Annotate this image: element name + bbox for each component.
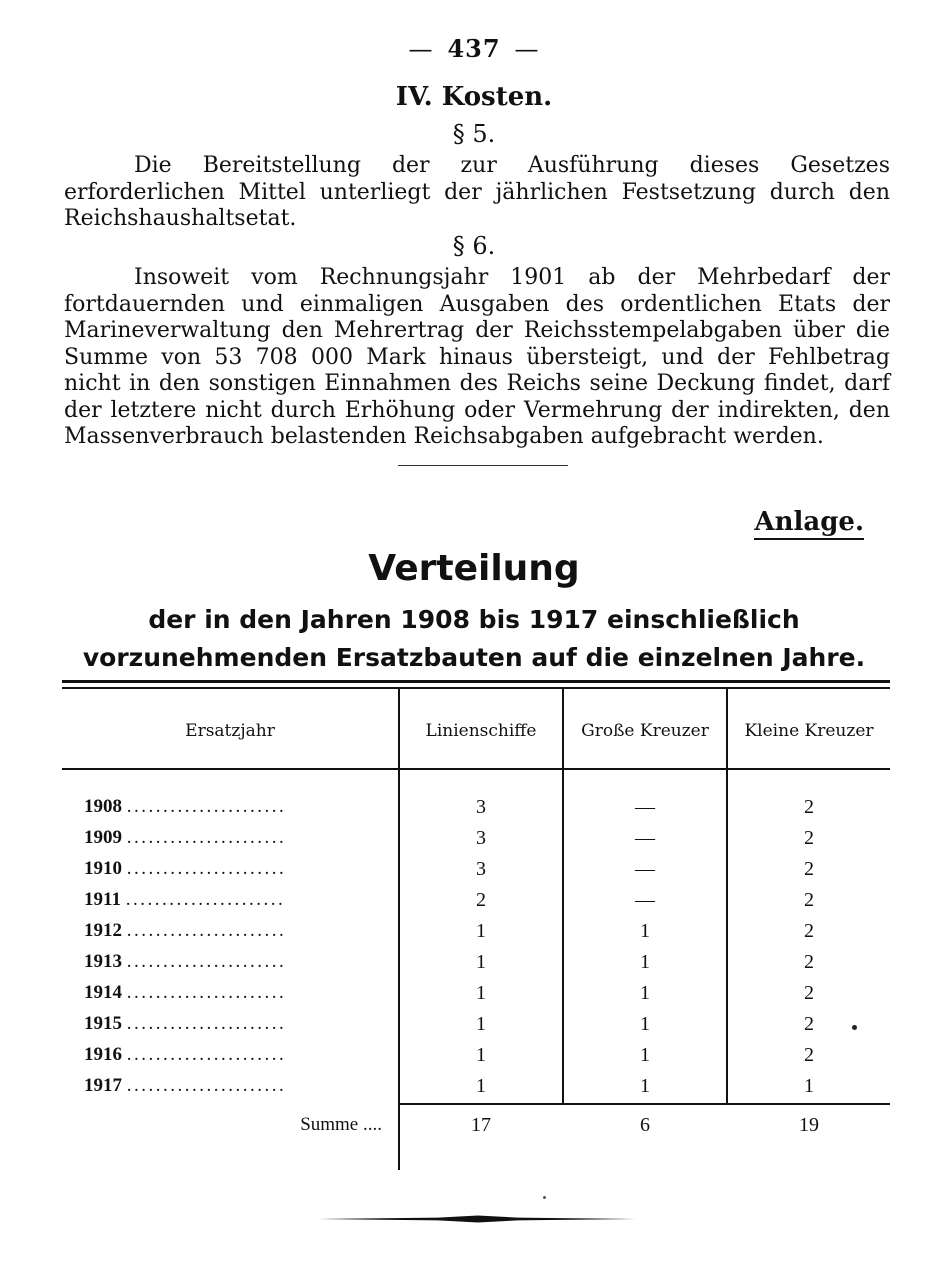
page-number: 437: [447, 34, 501, 63]
row-leader-dots: ......................: [126, 1044, 287, 1065]
header-dash-left: —: [408, 35, 434, 63]
cell-grosse-kreuzer: —: [635, 827, 655, 849]
cell-grosse-kreuzer: 1: [640, 1075, 650, 1097]
table-top-rule-thick: [62, 680, 890, 683]
cell-linienschiffe: 3: [476, 827, 486, 849]
row-year: 1914: [84, 982, 122, 1003]
cell-linienschiffe: 1: [476, 951, 486, 973]
cell-kleine-kreuzer: 2: [804, 951, 814, 973]
row-year-label: [84, 1040, 384, 1070]
row-year-label: [84, 1071, 384, 1101]
column-header-kleine-kreuzer: Kleine Kreuzer: [744, 721, 874, 741]
row-year: 1910: [84, 858, 122, 879]
table-header-rule: [62, 768, 890, 770]
document-title: Verteilung: [368, 548, 580, 589]
cell-linienschiffe: 3: [476, 858, 486, 880]
cell-grosse-kreuzer: —: [635, 858, 655, 880]
row-year-label: [84, 885, 384, 915]
cell-linienschiffe: 1: [476, 1013, 486, 1035]
column-header-linienschiffe: Linienschiffe: [425, 721, 537, 741]
cell-grosse-kreuzer: 1: [640, 982, 650, 1004]
section-title: IV. Kosten.: [395, 82, 553, 112]
cell-kleine-kreuzer: 2: [804, 1044, 814, 1066]
section-separator: [398, 465, 568, 466]
sum-linienschiffe: 17: [471, 1114, 491, 1136]
row-year-label: [84, 854, 384, 884]
row-leader-dots: ......................: [126, 920, 287, 941]
paragraph-5-text: Die Bereitstellung der zur Ausführung dieses Gesetzes erforderlichen Mittel unterliegt der jährlichen Festsetzung durch den Reichshaushaltsetat.: [64, 153, 890, 231]
row-year-label: [84, 978, 384, 1008]
row-leader-dots: ......................: [126, 1013, 287, 1034]
row-leader-dots: ......................: [126, 982, 287, 1003]
row-year: 1916: [84, 1044, 122, 1065]
sum-label: Summe ....: [300, 1114, 382, 1135]
row-year: 1911: [84, 889, 121, 910]
cell-linienschiffe: 1: [476, 1044, 486, 1066]
allocation-table: [62, 680, 890, 1180]
sum-rule: [398, 1103, 890, 1105]
cell-grosse-kreuzer: 1: [640, 951, 650, 973]
cell-kleine-kreuzer: 2: [804, 982, 814, 1004]
row-year: 1913: [84, 951, 122, 972]
row-year: 1915: [84, 1013, 122, 1034]
cell-linienschiffe: 2: [476, 889, 486, 911]
cell-grosse-kreuzer: —: [635, 796, 655, 818]
ink-speck: [852, 1025, 857, 1030]
row-year-label: [84, 792, 384, 822]
cell-kleine-kreuzer: 1: [804, 1075, 814, 1097]
paragraph-5-sign: § 5.: [452, 120, 496, 148]
cell-linienschiffe: 1: [476, 982, 486, 1004]
cell-grosse-kreuzer: —: [635, 889, 655, 911]
table-top-rule-thin: [62, 687, 890, 689]
anlage-heading: Anlage.: [754, 508, 864, 540]
page-header: [0, 34, 948, 63]
cell-kleine-kreuzer: 2: [804, 920, 814, 942]
document-subtitle: der in den Jahren 1908 bis 1917 einschließlich vorzunehmenden Ersatzbauten auf die einzelnen Jahre.: [82, 605, 866, 672]
row-leader-dots: ......................: [126, 796, 287, 817]
row-leader-dots: ......................: [126, 858, 287, 879]
column-header-grosse-kreuzer: Große Kreuzer: [581, 721, 709, 741]
row-year-label: [84, 916, 384, 946]
sum-kleine-kreuzer: 19: [799, 1114, 819, 1136]
paragraph-6-sign: § 6.: [452, 232, 496, 260]
row-leader-dots: ......................: [126, 951, 287, 972]
row-year-label: [84, 1009, 384, 1039]
cell-linienschiffe: 1: [476, 920, 486, 942]
row-leader-dots: ......................: [125, 889, 286, 910]
cell-linienschiffe: 3: [476, 796, 486, 818]
footer-dot: [543, 1196, 546, 1199]
row-leader-dots: ......................: [126, 827, 287, 848]
paragraph-6-text: Insoweit vom Rechnungsjahr 1901 ab der Mehrbedarf der fortdauernden und einmaligen Ausgaben des ordentlichen Etats der Marineverwaltung den Mehrertrag der Reichsstempelabgaben über die Summe von 53 708 000 Mark hinaus übersteigt, und der Fehlbetrag nicht in den sonstigen Einnahmen des Reichs seine Deckung findet, darf der letztere nicht durch Erhöhung oder Vermehrung der indirekten, den Massenverbrauch belastenden Reichsabgaben aufgebracht werden.: [64, 265, 890, 449]
cell-kleine-kreuzer: 2: [804, 796, 814, 818]
column-header-ersatzjahr: Ersatzjahr: [185, 721, 275, 741]
row-year: 1912: [84, 920, 122, 941]
cell-kleine-kreuzer: 2: [804, 889, 814, 911]
cell-grosse-kreuzer: 1: [640, 1013, 650, 1035]
cell-kleine-kreuzer: 2: [804, 1013, 814, 1035]
row-year-label: [84, 947, 384, 977]
cell-grosse-kreuzer: 1: [640, 1044, 650, 1066]
row-year-label: [84, 823, 384, 853]
row-year: 1917: [84, 1075, 122, 1096]
sum-grosse-kreuzer: 6: [640, 1114, 650, 1136]
cell-linienschiffe: 1: [476, 1075, 486, 1097]
row-leader-dots: ......................: [126, 1075, 287, 1096]
cell-grosse-kreuzer: 1: [640, 920, 650, 942]
footer-ornament-rule: [318, 1214, 638, 1224]
header-dash-right: —: [514, 35, 540, 63]
row-year: 1909: [84, 827, 122, 848]
cell-kleine-kreuzer: 2: [804, 858, 814, 880]
cell-kleine-kreuzer: 2: [804, 827, 814, 849]
row-year: 1908: [84, 796, 122, 817]
